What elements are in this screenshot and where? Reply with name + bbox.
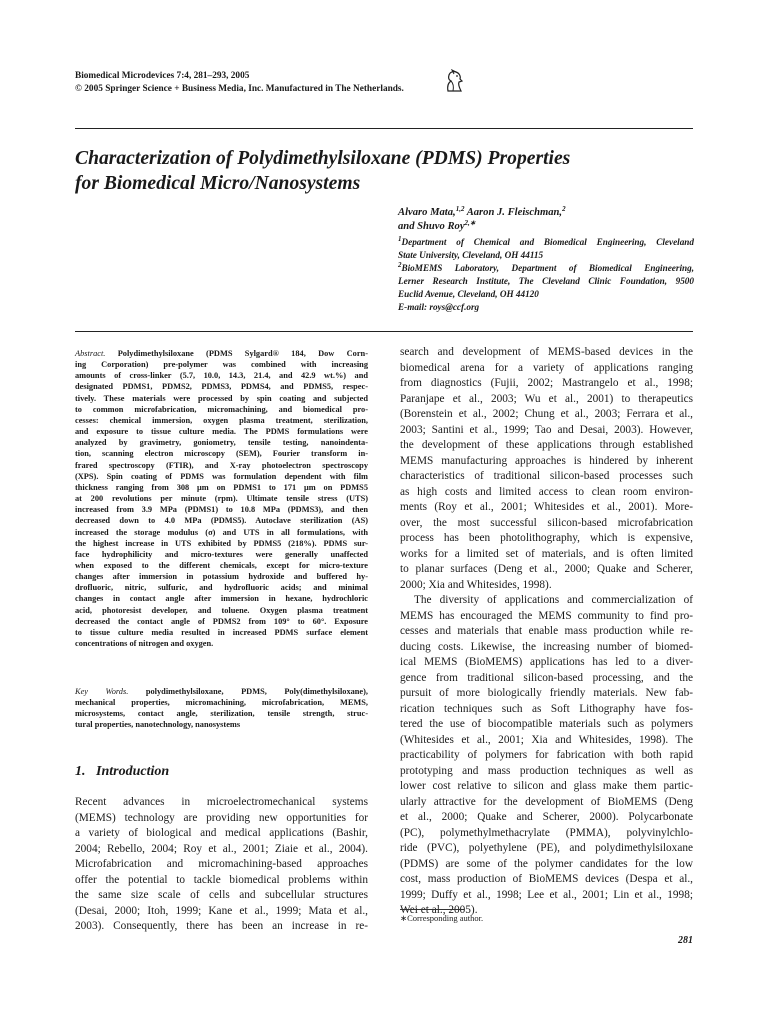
body-line: lower cost relative to silicon and glass make them partic- <box>400 780 693 792</box>
footnote-rule <box>400 909 464 910</box>
abstract-rule <box>75 331 693 332</box>
abstract-line: concentrations of nitrogen and oxygen. <box>75 639 214 649</box>
author-sup: 2 <box>562 205 566 213</box>
abstract-label: Abstract. <box>75 349 106 358</box>
body-line: gence from traditional silicon-based processing, and the <box>400 671 693 684</box>
abstract-line: decreased the contact angle of PDMS2 from 109° to 60°. Exposure <box>75 616 368 626</box>
body-line: MEMS manufacturing approaches is hindered by inherent <box>400 454 693 467</box>
abstract-line: changes after immersion in potassium hydroxide and buffered hy- <box>75 572 368 582</box>
journal-citation: Biomedical Microdevices 7:4, 281–293, 2005 <box>75 71 250 81</box>
abstract-line: acid, photoresist developer, and toluene. Oxygen plasma treatment <box>75 605 368 615</box>
affiliation-line: State University, Cleveland, OH 44115 <box>398 250 544 260</box>
body-line: 2000; Xia and Whitesides, 1998). <box>400 578 552 591</box>
author-name: Alvaro Mata, <box>398 207 456 218</box>
affiliation-line: Lerner Research Institute, The Cleveland Clinic Foundation, 9500 <box>398 276 694 286</box>
body-line: a variety of biological and medical applications (Bashir, <box>75 827 368 839</box>
abstract-line: to common microfabrication, micromachining, and biomedical pro- <box>75 404 368 414</box>
abstract-line: analyzed by gravimetry, goniometry, tensile testing, nanoindenta- <box>75 438 368 448</box>
email-line: E-mail: roys@ccf.org <box>398 302 480 312</box>
body-line: over, the most successful silicon-based microfabrication <box>400 516 693 529</box>
body-line: the same size scale of cells and subcellular structures <box>75 889 368 901</box>
keywords <box>75 686 368 731</box>
abstract-line: drofluoric, nitric, sulfuric, and hydrofluoric acids; and minimal <box>75 583 368 593</box>
affiliations <box>398 236 694 314</box>
affiliation-line: Euclid Avenue, Cleveland, OH 44120 <box>398 289 539 299</box>
body-line: (MEMS) technology are providing new opportunities for <box>75 811 368 824</box>
keywords-line: mechanical properties, micromachining, microfabrication, MEMS, <box>75 698 368 708</box>
title-line: for Biomedical Micro/Nanosystems <box>75 173 361 194</box>
abstract-line: cesses: chemical immersion, oxygen plasma treatment, sterilization, <box>75 415 368 425</box>
body-line: from diagnostics (Fujii, 2002; Mastrangelo et al., 1998; <box>400 377 693 389</box>
body-line: pursuit of more biologically friendly materials. New fab- <box>400 687 693 699</box>
section-heading <box>75 764 169 780</box>
paper-title <box>75 146 695 196</box>
body-line: ducing costs. Likewise, the increasing number of biomed- <box>400 640 693 653</box>
body-line: cesses and materials that enable mass production while re- <box>400 625 693 637</box>
abstract-line: (XPS). Spin coating of PDMS was formulation dependent with film <box>75 471 368 481</box>
keywords-line: tural properties, nanotechnology, nanosystems <box>75 720 241 730</box>
abstract-line: tively. These materials were processed by spin coating and subjected <box>75 393 368 403</box>
keywords-line: microsystems, contact angle, sterilization, tensile strength, struc- <box>75 709 368 719</box>
body-line: search and development of MEMS-based devices in the <box>400 346 693 358</box>
copyright-line: © 2005 Springer Science + Business Media, Inc. Manufactured in The Netherlands. <box>75 84 404 94</box>
body-line: biomedical arena for a variety of applications ranging <box>400 361 693 374</box>
body-line: process has been photolithography, which is expensive, <box>400 532 693 544</box>
top-rule <box>75 128 693 129</box>
affiliation-sup: 1 <box>398 235 402 243</box>
abstract <box>75 348 368 649</box>
abstract-line: frared spectroscopy (FTIR), and X-ray photoelectron spectroscopy <box>75 460 368 470</box>
body-line: Paranjape et al., 2003; Wu et al., 2001) to therapeutics <box>400 392 693 405</box>
body-line: rication techniques such as Soft Lithography have fos- <box>400 702 693 715</box>
body-line: ride (PVC), polyethylene (PE), and polydimethylsiloxane <box>400 842 693 854</box>
abstract-line: decreased down to 4.0 MPa (PDMS5). Autoclave sterilization (AS) <box>75 516 368 526</box>
author-name: Aaron J. Fleischman, <box>464 207 563 218</box>
body-line: the development of these applications through established <box>400 439 693 451</box>
section-number: 1. <box>75 764 86 779</box>
author-sup: 1,2 <box>455 205 465 213</box>
abstract-line: face hydrophilicity and micro-textures were generally unaffected <box>75 549 368 559</box>
body-line: prototyping and mass production techniques as well as <box>400 764 693 777</box>
body-line: (PC), polymethylmethacrylate (PMMA), polyvinylchlo- <box>400 826 693 839</box>
abstract-line: changes in contact angle after immersion in hexane, hydrochloric <box>75 594 368 604</box>
abstract-line: tion, scanning electron microscopy (SEM), Fourier transform in- <box>75 449 368 459</box>
abstract-line: and exposure to tissue culture media. The PDMS formulations were <box>75 427 368 437</box>
body-line: (Whitesides et al., 2001; Xia and Whitesides, 1998). The <box>400 733 693 746</box>
abstract-line: increased from 3.9 MPa (PDMS1) to 10.8 MPa (PDMS3), and then <box>75 505 368 515</box>
affiliation-line: Department of Chemical and Biomedical Engineering, Cleveland <box>401 237 694 247</box>
abstract-line: designated PDMS1, PDMS2, PDMS3, PDMS4, and PDMS5, respec- <box>75 382 368 392</box>
abstract-line: the highest increase in UTS exhibited by PDMS5 (218%). PDMS sur- <box>75 538 368 548</box>
body-line: practicability of polymers for fabrication with both rapid <box>400 749 693 761</box>
body-line: cost, mass production of BioMEMS devices (Despa et al., <box>400 873 693 885</box>
title-line: Characterization of Polydimethylsiloxane (PDMS) Properties <box>75 148 571 169</box>
body-line: (Desai, 2000; Itoh, 1999; Kane et al., 1999; Mata et al., <box>75 904 368 917</box>
abstract-line: ing Corporation) pre-polymer was combined with increasing <box>75 360 368 370</box>
abstract-line: thickness ranging from 308 μm on PDMS1 to 171 μm on PDMS5 <box>75 482 368 492</box>
body-line: 2004; Rebello, 2004; Roy et al., 2001; Ziaie et al., 2004). <box>75 842 368 855</box>
abstract-line: at 200 revolutions per minute (rpm). Ultimate tensile stress (UTS) <box>75 494 368 504</box>
abstract-line: increased the storage modulus (σ) and UTS in all formulations, with <box>75 527 368 537</box>
body-line: 2003). Consequently, there has been an increase in re- <box>75 920 368 932</box>
abstract-line: when exposed to the different chemicals, except for micro-texture <box>75 560 368 570</box>
affiliation-line: BioMEMS Laboratory, Department of Biomedical Engineering, <box>401 263 694 273</box>
body-line: ical MEMS (BioMEMS) applications has led to a diver- <box>400 656 693 668</box>
affiliation-sup: 2 <box>398 261 402 269</box>
body-line: Recent advances in microelectromechanical systems <box>75 796 368 808</box>
author-name: and Shuvo Roy <box>398 221 465 232</box>
body-line: works for a limited set of materials, and is often limited <box>400 547 693 560</box>
author-sup: 2,∗ <box>464 219 476 227</box>
body-line: ularly attractive for the development of BioMEMS (Deng <box>400 795 693 808</box>
author-list <box>398 206 694 234</box>
body-line: to planar surfaces (Deng et al., 2000; Quake and Scherer, <box>400 563 693 575</box>
body-line: characteristics of traditional silicon-based processes such <box>400 470 693 482</box>
body-line: as high costs and limited access to clean room environ- <box>400 485 693 498</box>
body-line: ments (Roy et al., 2001; Whitesides et al., 2001). More- <box>400 501 693 513</box>
abstract-line: Polydimethylsiloxane (PDMS Sylgard® 184, Dow Corn- <box>117 349 368 358</box>
body-line: The diversity of applications and commercialization of <box>414 594 693 606</box>
abstract-line: to tissue culture media resulted in increased PDMS surface element <box>75 627 368 637</box>
body-line: offer the potential to tackle biomedical problems within <box>75 873 368 886</box>
body-line: (Borenstein et al., 2002; Chung et al., 2003; Ferrara et al., <box>400 408 693 420</box>
body-line: (PDMS) are some of the polymer candidates for the low <box>400 857 693 870</box>
keywords-line: polydimethylsiloxane, PDMS, Poly(dimethylsiloxane), <box>145 687 369 696</box>
abstract-line: amounts of cross-linker (5.7, 10.0, 14.3, 21.4, and 42.9 wt.%) and <box>75 371 368 381</box>
page-number: 281 <box>678 935 693 946</box>
section-title: Introduction <box>96 764 170 779</box>
intro-right-column <box>400 345 693 919</box>
springer-horse-icon <box>442 69 464 93</box>
body-line: et al., 2000; Quake and Scherer, 2000). Polycarbonate <box>400 811 693 823</box>
body-line: MEMS has encouraged the MEMS community to find pro- <box>400 609 693 622</box>
keywords-label: Key Words. <box>75 687 129 696</box>
body-line: 2003; Santini et al., 1999; Tao and Desai, 2003). However, <box>400 423 693 436</box>
body-line: Wei et al., 2005). <box>400 904 478 916</box>
body-line: Microfabrication and micromachining-based approaches <box>75 858 368 870</box>
footnote: ∗Corresponding author. <box>400 913 484 923</box>
body-line: tered the use of biocompatible materials such as polymers <box>400 718 693 730</box>
intro-left-column <box>75 795 368 935</box>
body-line: 1999; Duffy et al., 1998; Lee et al., 2001; Lin et al., 1998; <box>400 888 693 901</box>
